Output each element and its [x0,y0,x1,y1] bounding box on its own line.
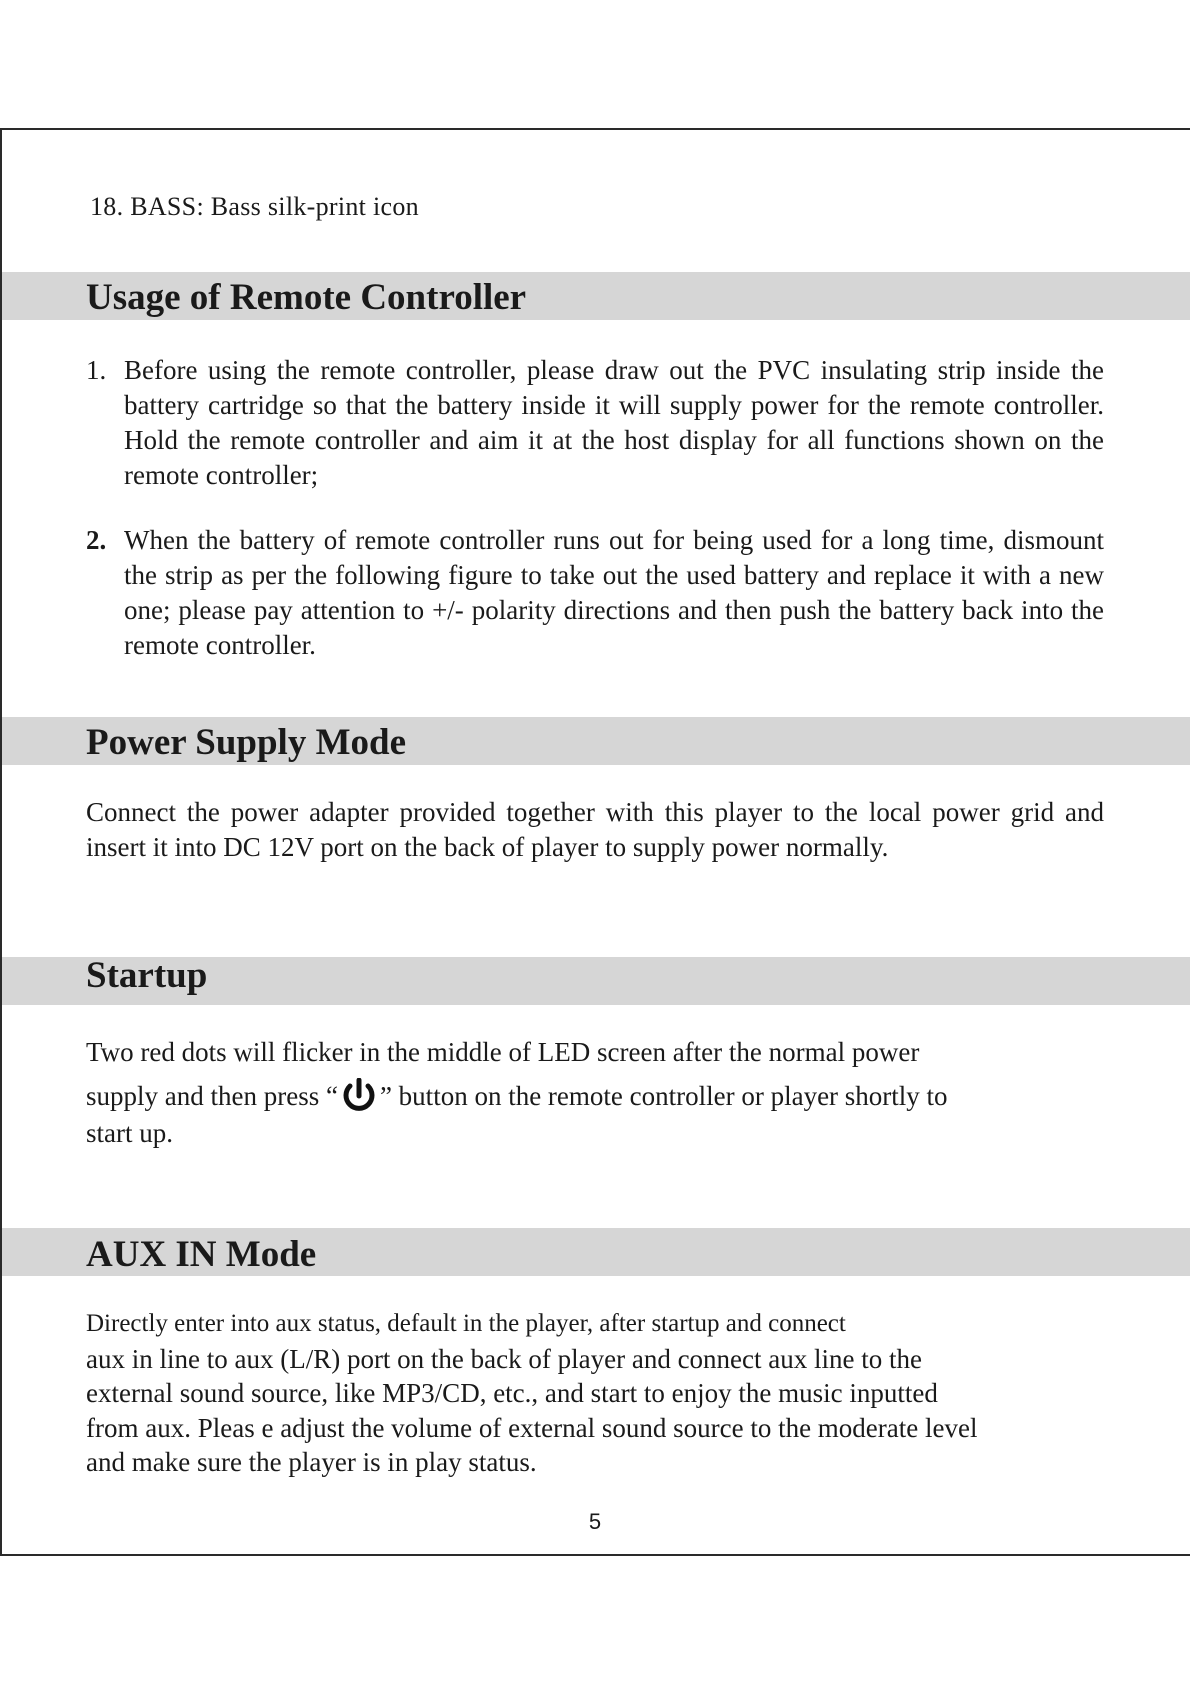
power-supply-text: Connect the power adapter provided together with this player to the local power grid and insert it into DC 12V port on the back of player to supply power normally. [86,797,1104,862]
startup-text [86,1030,1104,1148]
section-title-remote: Usage of Remote Controller [86,277,527,318]
page-number: 5 [588,1509,602,1534]
startup-line-1: Two red dots will flicker in the middle of LED screen after the normal power [86,1037,920,1067]
startup-before-icon: supply and then press “ [86,1081,338,1111]
section-title-power: Power Supply Mode [86,722,407,763]
list-item-text: Before using the remote controller, please draw out the PVC insulating strip inside the battery cartridge so that the battery inside it will supply power for the remote controller. Hold the remote controller and aim it at the host display for all functions shown on the remote controller; [124,355,1104,490]
list-item [86,353,1104,493]
startup-line-2 [86,1074,1104,1118]
list-item [86,523,1104,663]
aux-line: external sound source, like MP3/CD, etc., and start to enjoy the music inputted [86,1378,938,1408]
power-icon [339,1078,379,1114]
startup-line-3: start up. [86,1118,173,1148]
list-number: 1. [86,355,107,385]
section-title-aux: AUX IN Mode [86,1234,317,1275]
aux-text [86,1307,1104,1480]
aux-line: Directly enter into aux status, default in the player, after startup and connect [86,1310,846,1337]
intro-line: 18. BASS: Bass silk-print icon [90,192,419,221]
section-title-startup: Startup [86,955,208,996]
startup-after-icon: ” button on the remote controller or player shortly to [379,1081,948,1111]
list-item-text: When the battery of remote controller runs out for being used for a long time, dismount the strip as per the following figure to take out the used battery and replace it with a new one; please pay attention to +/- polarity directions and then push the battery back into the remote controller. [124,525,1104,660]
aux-line: and make sure the player is in play status. [86,1447,537,1477]
list-number: 2. [86,525,107,555]
aux-line: from aux. Pleas e adjust the volume of external sound source to the moderate level [86,1412,978,1443]
aux-line: aux in line to aux (L/R) port on the back of player and connect aux line to the [86,1343,922,1374]
